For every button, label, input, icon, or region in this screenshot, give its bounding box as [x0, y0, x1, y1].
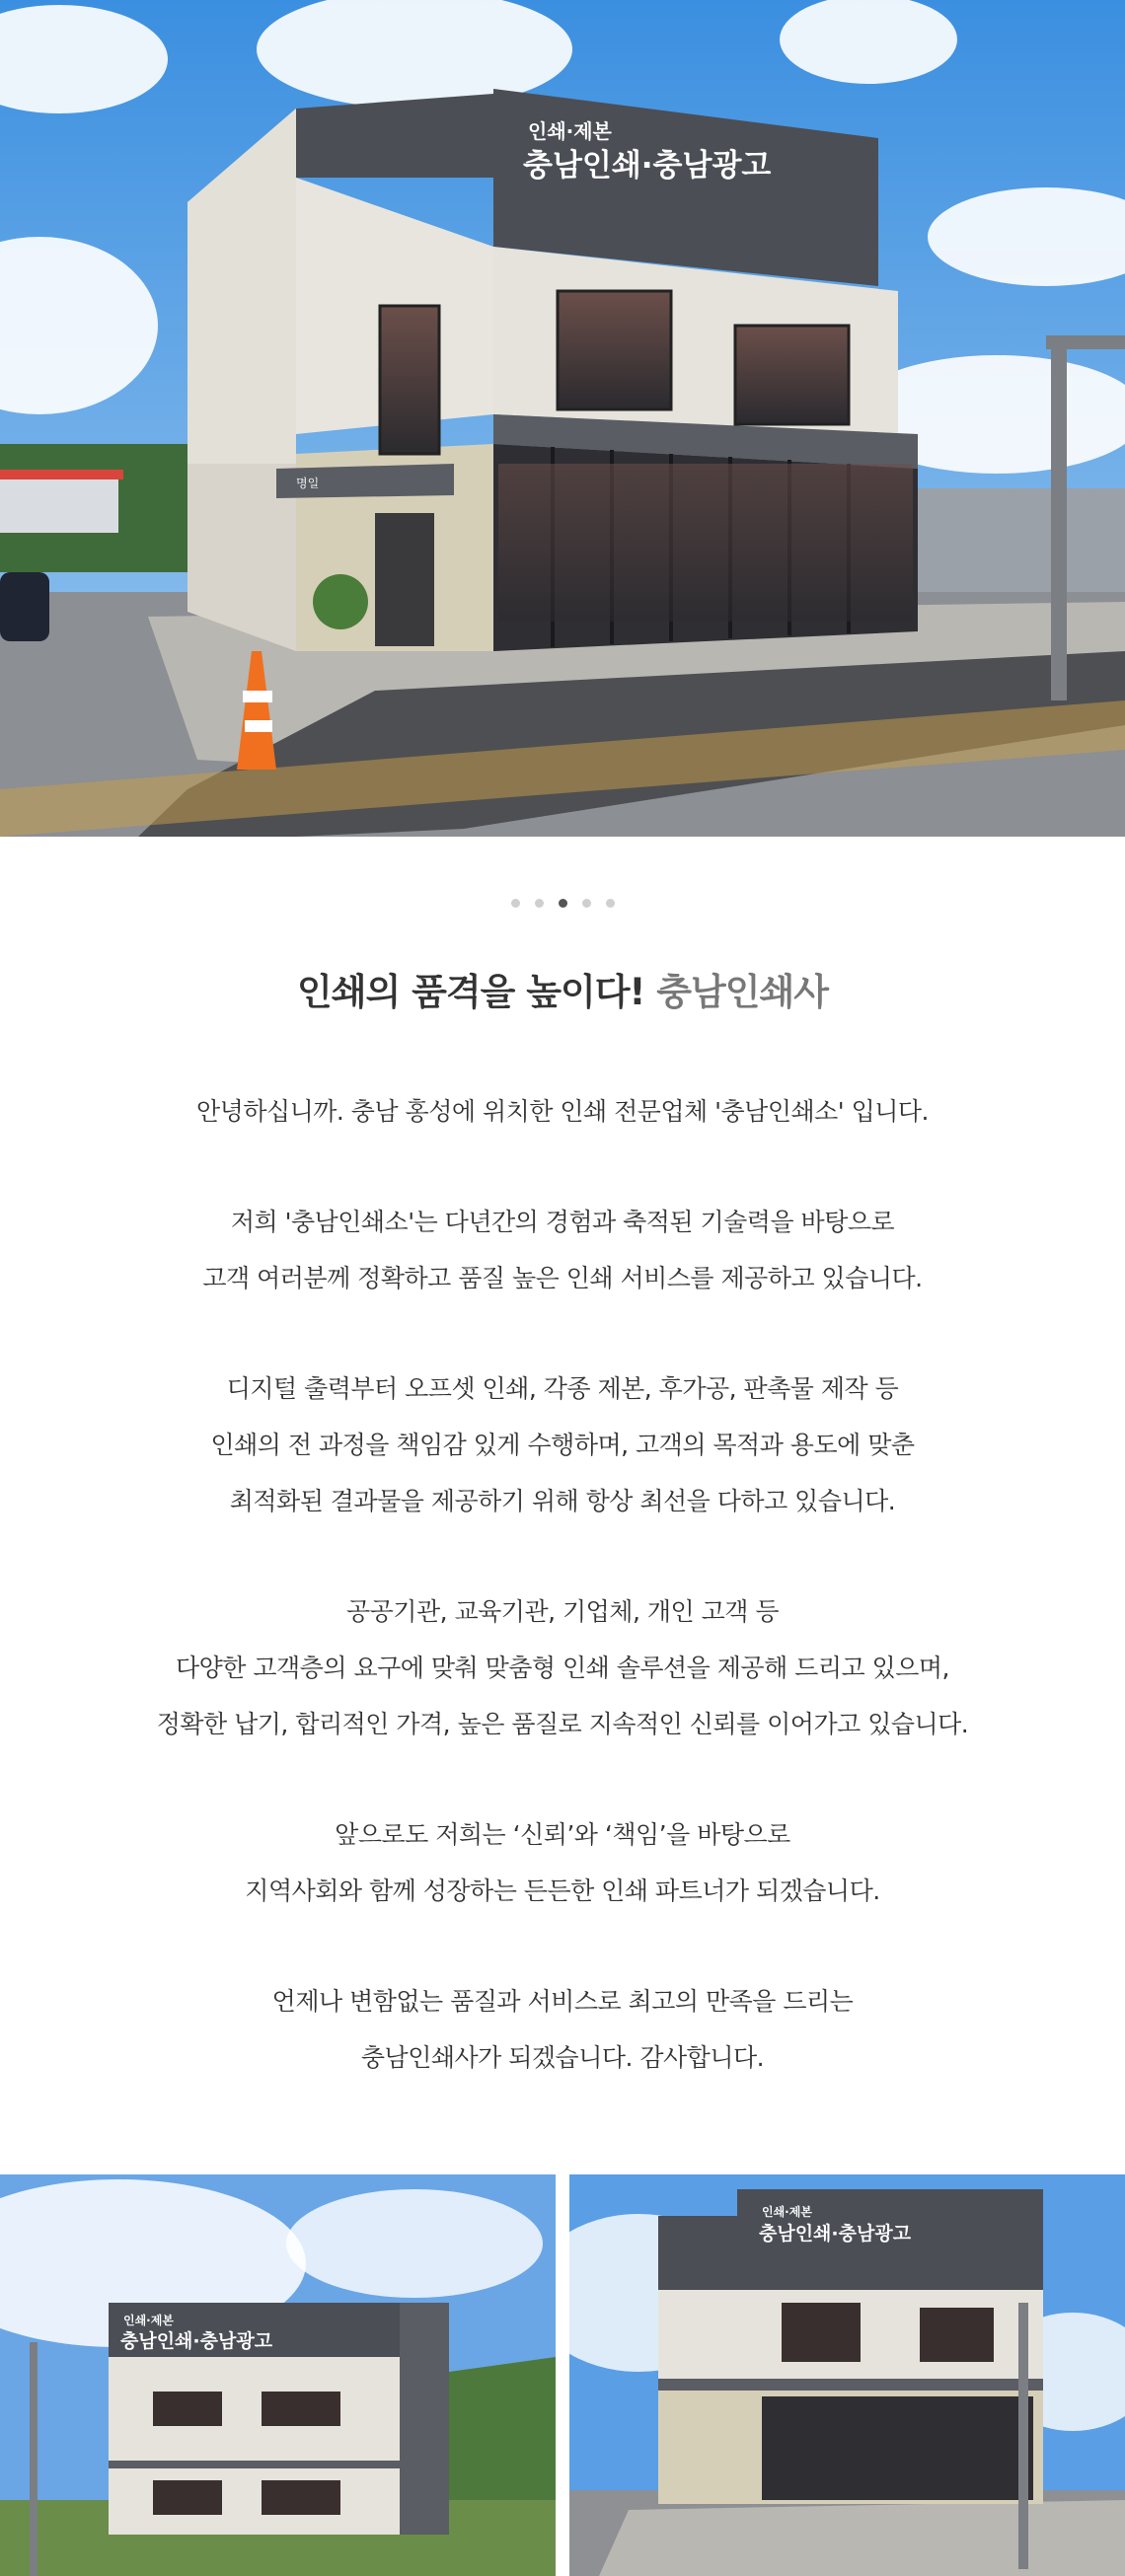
intro-line: 인쇄의 전 과정을 책임감 있게 수행하며, 고객의 목적과 용도에 맞춘: [210, 1431, 915, 1459]
gallery-photo-left[interactable]: [0, 2174, 556, 2576]
parked-car: [0, 572, 49, 641]
intro-paragraph: [0, 1361, 1125, 1529]
intro-line: 디지털 출력부터 오프셋 인쇄, 각종 제본, 후가공, 판촉물 제작 등: [226, 1374, 899, 1403]
street-lamp: [30, 2342, 38, 2576]
neighbor-building: [908, 488, 1125, 602]
headline-accent: 충남인쇄사: [656, 971, 828, 1013]
intro-paragraph: [0, 1973, 1125, 2086]
sign-large-text: 충남인쇄·충남광고: [759, 2223, 912, 2245]
sign-small-text: 인쇄·제본: [528, 119, 612, 143]
intro-line: 공공기관, 교육기관, 기업체, 개인 고객 등: [346, 1597, 779, 1626]
intro-line: 정확한 납기, 합리적인 가격, 높은 품질로 지속적인 신뢰를 이어가고 있습니다.: [156, 1710, 969, 1738]
slider-pagination: [0, 899, 1125, 908]
entrance-door: [375, 513, 434, 646]
slider-dot[interactable]: [535, 899, 544, 908]
slider-dot-active[interactable]: [559, 899, 567, 908]
sign-small-text: 인쇄·제본: [123, 2314, 174, 2327]
door-sign: 명일: [296, 477, 320, 490]
sign-large-text: 충남인쇄·충남광고: [120, 2330, 273, 2352]
intro-line: 충남인쇄사가 되겠습니다. 감사합니다.: [360, 2043, 765, 2072]
intro-paragraph: [0, 1194, 1125, 1306]
intro-paragraph: [0, 1583, 1125, 1752]
plant: [313, 574, 368, 629]
intro-paragraph: [0, 1083, 1125, 1140]
gallery-photo-right[interactable]: [569, 2174, 1125, 2576]
intro-line: 언제나 변함없는 품질과 서비스로 최고의 만족을 드리는: [271, 1987, 854, 2016]
intro-line: 저희 '충남인쇄소'는 다년간의 경험과 축적된 기술력을 바탕으로: [230, 1208, 895, 1236]
window: [380, 306, 439, 454]
intro-line: 앞으로도 저희는 ‘신뢰’와 ‘책임’을 바탕으로: [335, 1820, 790, 1849]
photo-gallery: [0, 2174, 1125, 2576]
intro-text: [0, 1083, 1125, 2140]
slider-dot[interactable]: [606, 899, 615, 908]
building-illustration: [0, 0, 1125, 837]
street-lamp: [1051, 340, 1067, 700]
intro-line: 안녕하십니까. 충남 홍성에 위치한 인쇄 전문업체 '충남인쇄소' 입니다.: [196, 1097, 929, 1126]
hero-photo: [0, 0, 1125, 837]
page-headline: [0, 962, 1125, 1015]
slider-dot[interactable]: [511, 899, 520, 908]
headline-main: 인쇄의 품격을 높이다!: [297, 971, 645, 1013]
street-lamp: [1018, 2303, 1028, 2569]
gas-station: [0, 474, 118, 533]
sign-large-text: 충남인쇄·충남광고: [523, 148, 772, 184]
intro-line: 지역사회와 함께 성장하는 든든한 인쇄 파트너가 되겠습니다.: [245, 1877, 880, 1905]
intro-line: 다양한 고객층의 요구에 맞춰 맞춤형 인쇄 솔루션을 제공해 드리고 있으며,: [176, 1654, 949, 1682]
intro-line: 고객 여러분께 정확하고 품질 높은 인쇄 서비스를 제공하고 있습니다.: [202, 1264, 923, 1292]
intro-paragraph: [0, 1806, 1125, 1919]
sign-small-text: 인쇄·제본: [762, 2205, 812, 2219]
window: [735, 326, 849, 424]
intro-line: 최적화된 결과물을 제공하기 위해 항상 최선을 다하고 있습니다.: [229, 1487, 896, 1515]
window: [558, 291, 671, 409]
storefront: [762, 2396, 1033, 2500]
slider-dot[interactable]: [582, 899, 591, 908]
